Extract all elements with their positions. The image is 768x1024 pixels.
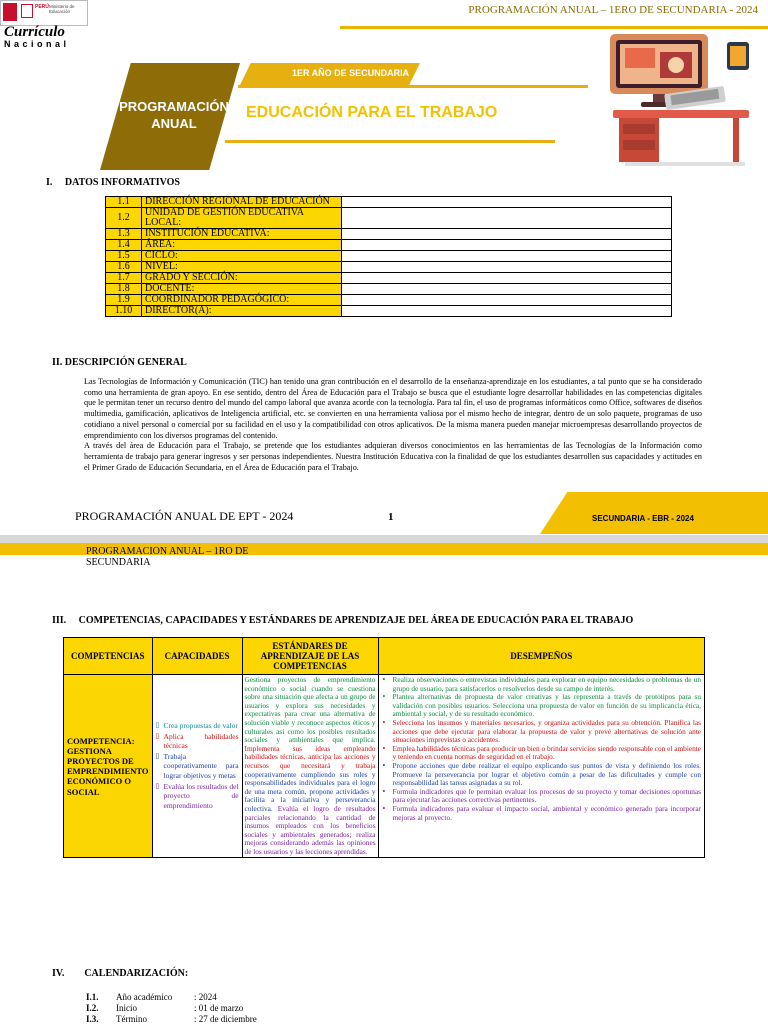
performance-text: Selecciona los insumos y materiales necesarios, y organiza actividades para su obtención. Planifica las acciones que debe ejecutar para elaborar la propuesta de valor y prevé alternativas de solución ante situaciones imprevistas o accidentes. bbox=[392, 717, 701, 745]
standard-segment: Gestiona proyectos de emprendimiento económico o social cuando se cuestiona sobre una situación que afecta a un grupo de usuarios y explora sus necesidades y expectativas para crear una alternativa de solución viable y reconoce aspectos éticos y culturales así como los posibles resultados sociales y ambientales que implica. bbox=[244, 675, 376, 745]
checkbox-icon: ▯ bbox=[155, 751, 160, 760]
performance-item bbox=[383, 676, 701, 693]
info-row bbox=[106, 229, 672, 240]
calendar-label: Año académico bbox=[116, 992, 173, 1002]
info-row-value[interactable] bbox=[342, 295, 672, 306]
banner-grade: 1ER AÑO DE SECUNDARIA bbox=[292, 68, 410, 78]
bullet-icon: • bbox=[382, 803, 386, 813]
footer-accent-bar bbox=[540, 492, 768, 534]
section-4-title: IV. CALENDARIZACIÓN: bbox=[52, 968, 189, 979]
minedu-logo bbox=[0, 0, 88, 26]
flag-icon bbox=[3, 3, 17, 21]
nacional-word: Nacional bbox=[4, 39, 70, 49]
logo-country: PERÚ bbox=[35, 4, 49, 10]
info-row bbox=[106, 197, 672, 208]
page-separator bbox=[0, 535, 768, 543]
info-row-label: GRADO Y SECCIÓN: bbox=[142, 273, 342, 284]
performance-item bbox=[383, 745, 701, 762]
info-row bbox=[106, 273, 672, 284]
page-number: 1 bbox=[388, 511, 394, 523]
info-row-number: 1.1 bbox=[106, 197, 142, 208]
info-row-label: ÁREA: bbox=[142, 240, 342, 251]
info-row-number: 1.5 bbox=[106, 251, 142, 262]
competency-cell: COMPETENCIA: GESTIONA PROYECTOS DE EMPRENDIMIENTO ECONÓMICO O SOCIAL bbox=[64, 675, 153, 858]
info-row-value[interactable] bbox=[342, 262, 672, 273]
bullet-icon: • bbox=[382, 743, 386, 753]
banner-program: PROGRAMACIÓN ANUAL bbox=[119, 99, 229, 131]
info-table bbox=[105, 196, 672, 317]
info-row bbox=[106, 240, 672, 251]
info-row bbox=[106, 284, 672, 295]
performance-text: Realiza observaciones o entrevistas individuales para explorar en equipo necesidades o problemas de un grupo de usuario, para satisfacerlos o resolverlos desde su campo de interés. bbox=[392, 675, 701, 693]
standards-cell bbox=[242, 675, 378, 858]
calendar-label: Inicio bbox=[116, 1003, 137, 1013]
calendar-item bbox=[86, 1014, 257, 1024]
info-row-number: 1.2 bbox=[106, 208, 142, 229]
calendar-value: : 2024 bbox=[194, 992, 217, 1002]
logo-ministry: Ministerio de Educación bbox=[49, 4, 75, 14]
section-3-title: III. COMPETENCIAS, CAPACIDADES Y ESTÁNDARES DE APRENDIZAJE DEL ÁREA DE EDUCACIÓN PARA EL TRABAJO bbox=[52, 615, 634, 626]
calendar-key: I.3. bbox=[86, 1014, 99, 1024]
performance-item bbox=[383, 719, 701, 745]
calendar-item bbox=[86, 1003, 257, 1014]
info-row-label: CICLO: bbox=[142, 251, 342, 262]
calendar-value: : 27 de diciembre bbox=[194, 1014, 257, 1024]
info-row-label: DIRECCIÓN REGIONAL DE EDUCACIÓN bbox=[142, 197, 342, 208]
info-row-number: 1.4 bbox=[106, 240, 142, 251]
footer-left-text: PROGRAMACIÓN ANUAL DE EPT - 2024 bbox=[75, 509, 294, 523]
info-row-value[interactable] bbox=[342, 273, 672, 284]
capacity-item bbox=[156, 732, 239, 751]
info-row-value[interactable] bbox=[342, 240, 672, 251]
performances-cell bbox=[378, 675, 704, 858]
performance-text: Formula indicadores para evaluar el impacto social, ambiental y económico generado para incorporar mejoras al proyecto. bbox=[392, 803, 701, 822]
description-paragraph-2: A través del área de Educación para el Trabajo, se pretende que los estudiantes adquieran diversos conocimientos en las herramientas de las Tecnologías de la Información como herramienta de trabajo para generar ingresos y ser personas independientes. Nuestra Institución Educativa con la finalidad de que los estudiantes desarrollen sus capacidades y actitudes en el Primer Grado de Educación Secundaria, en el Área de Educación para el Trabajo. bbox=[84, 441, 702, 472]
info-row-number: 1.3 bbox=[106, 229, 142, 240]
calendar-item bbox=[86, 992, 257, 1003]
info-row bbox=[106, 295, 672, 306]
performance-text: Emplea habilidades técnicas para producir un bien o brindar servicios siendo responsable con el ambiente y teniendo en cuenta normas de seguridad en el trabajo. bbox=[392, 743, 701, 762]
calendar-key: I.2. bbox=[86, 1003, 99, 1013]
info-row-value[interactable] bbox=[342, 284, 672, 295]
performance-item bbox=[383, 805, 701, 822]
info-row bbox=[106, 262, 672, 273]
header-competencias: COMPETENCIAS bbox=[64, 638, 153, 675]
bullet-icon: • bbox=[382, 692, 386, 702]
section-1-title: I. DATOS INFORMATIVOS bbox=[46, 177, 180, 188]
header-rule bbox=[340, 26, 768, 29]
general-description bbox=[84, 377, 702, 473]
bullet-icon: • bbox=[382, 760, 386, 770]
capacity-text: Evalúa los resultados del proyecto de emprendimiento bbox=[163, 781, 239, 810]
computer-desk-illustration bbox=[605, 30, 755, 170]
info-row-number: 1.6 bbox=[106, 262, 142, 273]
info-row-number: 1.8 bbox=[106, 284, 142, 295]
description-paragraph-1: Las Tecnologías de Información y Comunicación (TIC) han tenido una gran contribución en el desarrollo de la enseñanza-aprendizaje en los estudiantes, a tal punto que se ha considerado como una herramienta de gran apoyo. En ese sentido, dentro del Área de Educación para el Trabajo se busca que el estudiante logre desarrollar habilidades en las competencias digitales que le permitan tener un recurso dentro del mundo del campo laboral que avanza acorde con la tecnología. Para tal fin, el uso de programas informáticos como Office, softwares de diseños multimedia, gamificación, aplicativos de Inteligencia artificial, etc. se convierten en una herramienta valiosa por el mismo hecho de integrar, dentro de un solo paquete, programas de uso cotidiano a nivel personal o comercial por su facilidad en el uso y la compatibilidad con otros aplicativos. De la misma manera pueden manejar microempresas desarrollando proyectos de emprendimiento con los diversos programas del contenido. bbox=[84, 377, 702, 440]
performance-text: Formula indicadores que le permitan evaluar los procesos de su proyecto y tomar decisiones oportunas para ejecutar las acciones correctivas pertinentes. bbox=[392, 786, 701, 805]
bullet-icon: • bbox=[382, 675, 386, 684]
performance-item bbox=[383, 762, 701, 788]
info-row-value[interactable] bbox=[342, 229, 672, 240]
competencies-table bbox=[63, 637, 705, 858]
checkbox-icon: ▯ bbox=[155, 721, 160, 730]
standard-segment: Implementa sus ideas empleando habilidades técnicas, anticipa las acciones y recursos que necesitará y trabaja bbox=[244, 743, 376, 770]
calendar-label: Término bbox=[116, 1014, 147, 1024]
header-desempenos: DESEMPEÑOS bbox=[378, 638, 704, 675]
banner-area-title: EDUCACIÓN PARA EL TRABAJO bbox=[246, 104, 498, 121]
info-row bbox=[106, 251, 672, 262]
info-row-label: COORDINADOR PEDAGÓGICO: bbox=[142, 295, 342, 306]
standard-segment: cooperativamente cumpliendo sus roles y responsabilidades individuales para el logro de una meta común, propone actividades y facilita a la iniciativa y perseverancia colectiva. bbox=[244, 769, 376, 813]
performance-text: Plantea alternativas de propuesta de valor creativas y las representa a través de prototipos para su validación con posibles usuarios. Selecciona una propuesta de valor en función de su implicancia ética, ambiental y social, y de su resultado económico. bbox=[392, 692, 701, 719]
info-row-label: INSTITUCIÓN EDUCATIVA: bbox=[142, 229, 342, 240]
checkbox-icon: ▯ bbox=[155, 731, 160, 740]
capacity-text: Trabaja cooperativamente para lograr objetivos y metas bbox=[163, 751, 239, 781]
page2-header-title: PROGRAMACIÓN ANUAL – 1RO DE SECUNDARIA bbox=[86, 546, 249, 568]
info-row-value[interactable] bbox=[342, 306, 672, 317]
capacity-item bbox=[156, 721, 239, 731]
capacity-text: Crea propuestas de valor bbox=[163, 721, 238, 731]
info-row-number: 1.7 bbox=[106, 273, 142, 284]
standard-segment: Evalúa el logro de resultados parciales relacionando la cantidad de insumos empleados con los beneficios sociales y ambientales generados; realiza mejoras considerando además las opiniones de los usuarios y las lecciones aprendidas. bbox=[244, 803, 376, 856]
info-row-value[interactable] bbox=[342, 197, 672, 208]
info-row-number: 1.9 bbox=[106, 295, 142, 306]
shield-icon bbox=[21, 4, 33, 18]
banner-arrow-shape bbox=[420, 63, 560, 143]
info-row-label: DOCENTE: bbox=[142, 284, 342, 295]
header-estandares: ESTÁNDARES DE APRENDIZAJE DE LAS COMPETENCIAS bbox=[242, 638, 378, 675]
section-2-title: II. DESCRIPCIÓN GENERAL bbox=[52, 357, 187, 368]
capacity-item bbox=[156, 752, 239, 781]
checkbox-icon: ▯ bbox=[155, 781, 160, 790]
info-row-label: UNIDAD DE GESTIÓN EDUCATIVA LOCAL: bbox=[142, 208, 342, 229]
header-capacidades: CAPACIDADES bbox=[152, 638, 242, 675]
calendar-list bbox=[86, 992, 257, 1024]
info-row-label: DIRECTOR(A): bbox=[142, 306, 342, 317]
info-row-value[interactable] bbox=[342, 251, 672, 262]
info-row bbox=[106, 208, 672, 229]
capacities-cell bbox=[152, 675, 242, 858]
capacity-item bbox=[156, 782, 239, 811]
performance-item bbox=[383, 788, 701, 805]
capacity-text: Aplica habilidades técnicas bbox=[163, 731, 239, 751]
doc-header-title: PROGRAMACIÓN ANUAL – 1ERO DE SECUNDARIA - 2024 bbox=[468, 4, 758, 16]
info-row-value[interactable] bbox=[342, 208, 672, 229]
bullet-icon: • bbox=[382, 717, 386, 727]
performance-text: Propone acciones que debe realizar el equipo explicando sus puntos de vista y definiendo los roles. Promueve la perseverancia por lograr el objetivo común a pesar de las dificultades y cumple con responsabilidad las tareas asignadas a su rol. bbox=[392, 760, 701, 788]
info-row-number: 1.10 bbox=[106, 306, 142, 317]
performance-item bbox=[383, 693, 701, 719]
info-row-label: NIVEL: bbox=[142, 262, 342, 273]
calendar-value: : 01 de marzo bbox=[194, 1003, 244, 1013]
footer-right-text: SECUNDARIA - EBR - 2024 bbox=[592, 514, 694, 523]
calendar-key: I.1. bbox=[86, 992, 99, 1002]
curriculo-word: Currículo bbox=[4, 24, 65, 40]
info-row bbox=[106, 306, 672, 317]
bullet-icon: • bbox=[382, 786, 386, 796]
